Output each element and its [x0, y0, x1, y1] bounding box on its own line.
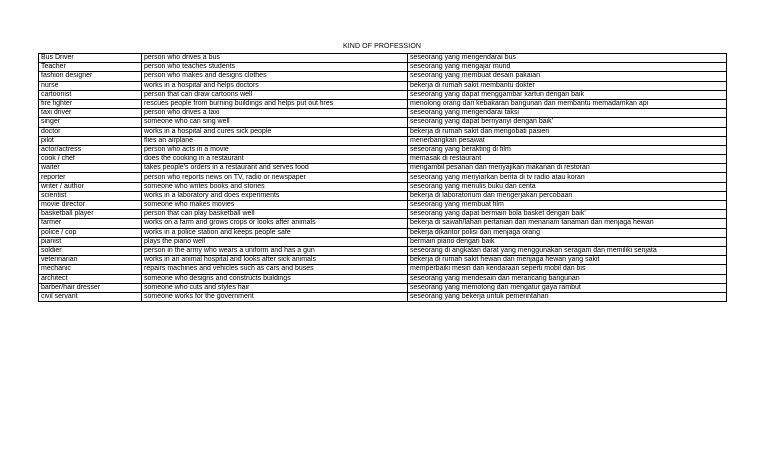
table-row	[39, 191, 727, 200]
table-row	[39, 109, 727, 118]
cell-profession[interactable]: taxi driver	[39, 109, 142, 118]
cell-description[interactable]: person who acts in a movie	[142, 145, 408, 154]
cell-translation[interactable]: seseorang yang mengajar murid	[408, 63, 727, 72]
cell-description[interactable]: someone who designs and constructs buildings	[142, 274, 408, 283]
table-row	[39, 237, 727, 246]
cell-profession[interactable]: Teacher	[39, 63, 142, 72]
cell-translation[interactable]: seseorang yang berakting di film	[408, 145, 727, 154]
cell-description[interactable]: flies an airplane	[142, 136, 408, 145]
sheet-title: KIND OF PROFESSION	[342, 43, 422, 50]
cell-translation[interactable]: bekerja di rumah sakit membantu dokter	[408, 81, 727, 90]
cell-profession[interactable]: farmer	[39, 219, 142, 228]
table-row	[39, 265, 727, 274]
cell-translation[interactable]: seseorang yang mengendarai taksi	[408, 109, 727, 118]
cell-description[interactable]: does the cooking in a restaurant	[142, 155, 408, 164]
cell-profession[interactable]: cook / chef	[39, 155, 142, 164]
table-row	[39, 201, 727, 210]
cell-profession[interactable]: nurse	[39, 81, 142, 90]
table-row	[39, 274, 727, 283]
cell-description[interactable]: takes people's orders in a restaurant and serves food	[142, 164, 408, 173]
cell-description[interactable]: person who makes and designs clothes	[142, 72, 408, 81]
cell-profession[interactable]: fire fighter	[39, 99, 142, 108]
table-row	[39, 256, 727, 265]
cell-translation[interactable]: seseorang yang menulis buku dan cerita	[408, 182, 727, 191]
cell-description[interactable]: someone who writes books and stories	[142, 182, 408, 191]
profession-table	[38, 53, 727, 302]
cell-description[interactable]: works in a police station and keeps people safe	[142, 228, 408, 237]
cell-translation[interactable]: mengambil pesanan dan menyajikan makanan di restoran	[408, 164, 727, 173]
cell-profession[interactable]: singer	[39, 118, 142, 127]
cell-description[interactable]: person who drives a taxi	[142, 109, 408, 118]
table-row	[39, 219, 727, 228]
cell-description[interactable]: someone who makes movies	[142, 201, 408, 210]
cell-translation[interactable]: bekerja di rumah sakit dan mengobati pasien	[408, 127, 727, 136]
table-row	[39, 72, 727, 81]
table-row	[39, 228, 727, 237]
cell-translation[interactable]: bekerja di rumah sakit hewan dan menjaga hewan yang sakit	[408, 256, 727, 265]
cell-translation[interactable]: seseorang yang dapat menggambar kartun dengan baik	[408, 90, 727, 99]
cell-profession[interactable]: police / cop	[39, 228, 142, 237]
cell-description[interactable]: person that can play basketball well	[142, 210, 408, 219]
table-row	[39, 99, 727, 108]
cell-description[interactable]: person who drives a bus	[142, 54, 408, 63]
cell-description[interactable]: person who teaches students	[142, 63, 408, 72]
cell-translation[interactable]: memperbaiki mesin dan kendaraan seperti mobil dan bis	[408, 265, 727, 274]
cell-profession[interactable]: soldier	[39, 246, 142, 255]
table-row	[39, 63, 727, 72]
cell-description[interactable]: person who reports news on TV, radio or newspaper	[142, 173, 408, 182]
cell-description[interactable]: works in a hospital and helps doctors	[142, 81, 408, 90]
cell-translation[interactable]: seseorang yang menyiarkan berita di tv radio atau koran	[408, 173, 727, 182]
cell-description[interactable]: plays the piano well	[142, 237, 408, 246]
cell-profession[interactable]: civil servant	[39, 292, 142, 301]
cell-description[interactable]: works in a laboratory and does experiments	[142, 191, 408, 200]
table-row	[39, 145, 727, 154]
cell-description[interactable]: someone works for the government	[142, 292, 408, 301]
cell-description[interactable]: works on a farm and grows crops or looks after animals	[142, 219, 408, 228]
cell-profession[interactable]: barber/hair dresser	[39, 283, 142, 292]
table-row	[39, 155, 727, 164]
cell-description[interactable]: someone who can sing well	[142, 118, 408, 127]
cell-profession[interactable]: movie director	[39, 201, 142, 210]
cell-profession[interactable]: scientist	[39, 191, 142, 200]
cell-translation[interactable]: seseorang yang memotong dan mengatur gaya rambut	[408, 283, 727, 292]
cell-description[interactable]: rescues people from burning buildings and helps put out fires	[142, 99, 408, 108]
table-row	[39, 283, 727, 292]
cell-profession[interactable]: reporter	[39, 173, 142, 182]
cell-translation[interactable]: bekerja di laboratorium dan mengerjakan percobaan	[408, 191, 727, 200]
cell-description[interactable]: works in a hospital and cures sick people	[142, 127, 408, 136]
table-row	[39, 127, 727, 136]
cell-profession[interactable]: pianist	[39, 237, 142, 246]
cell-profession[interactable]: actor/actress	[39, 145, 142, 154]
table-row	[39, 164, 727, 173]
cell-profession[interactable]: basketball player	[39, 210, 142, 219]
cell-profession[interactable]: writer / author	[39, 182, 142, 191]
table-row	[39, 118, 727, 127]
cell-translation[interactable]: bekerja di sawah/lahan pertanian dan menanam tanaman dan menjaga hewan	[408, 219, 727, 228]
cell-translation[interactable]: memasak di restaurant	[408, 155, 727, 164]
cell-profession[interactable]: veterinarian	[39, 256, 142, 265]
cell-profession[interactable]: cartoonist	[39, 90, 142, 99]
table-row	[39, 182, 727, 191]
cell-translation[interactable]: menerbangkan pesawat	[408, 136, 727, 145]
table-row	[39, 81, 727, 90]
cell-translation[interactable]: menolong orang dari kebakaran bangunan dan membantu memadamkan api	[408, 99, 727, 108]
cell-translation[interactable]: bekerja dikantor polisi dan menjaga orang	[408, 228, 727, 237]
cell-translation[interactable]: seseorang di angkatan darat yang menggunakan seragam dan memiliki senjata	[408, 246, 727, 255]
table-row	[39, 173, 727, 182]
cell-profession[interactable]: fashion designer	[39, 72, 142, 81]
cell-translation[interactable]: seseorang yang membuat desain pakaian	[408, 72, 727, 81]
cell-profession[interactable]: Bus Driver	[39, 54, 142, 63]
cell-translation[interactable]: seseorang yang bekerja untuk pemerintahan	[408, 292, 727, 301]
cell-profession[interactable]: waiter	[39, 164, 142, 173]
cell-translation[interactable]: seseorang yang dapat bernyanyi dengan baik'	[408, 118, 727, 127]
cell-translation[interactable]: seseorang yang mendesain dan merancang bangunan	[408, 274, 727, 283]
cell-description[interactable]: person in the army who wears a uniform and has a gun	[142, 246, 408, 255]
table-row	[39, 246, 727, 255]
cell-description[interactable]: repairs machines and vehicles such as cars and buses	[142, 265, 408, 274]
table-row	[39, 136, 727, 145]
cell-description[interactable]: person that can draw cartoons well	[142, 90, 408, 99]
cell-description[interactable]: someone who cuts and styles hair	[142, 283, 408, 292]
table-row	[39, 54, 727, 63]
table-body	[39, 54, 727, 302]
table-row	[39, 210, 727, 219]
cell-profession[interactable]: mechanic	[39, 265, 142, 274]
cell-translation[interactable]: seseorang yang membuat film	[408, 201, 727, 210]
cell-translation[interactable]: seseorang yang mengendarai bus	[408, 54, 727, 63]
cell-profession[interactable]: pilot	[39, 136, 142, 145]
cell-profession[interactable]: architect	[39, 274, 142, 283]
cell-profession[interactable]: doctor	[39, 127, 142, 136]
cell-translation[interactable]: bermain piano dengan baik	[408, 237, 727, 246]
table-row	[39, 90, 727, 99]
cell-translation[interactable]: seseorang yang dapat bermain bola basket dengan baik'	[408, 210, 727, 219]
cell-description[interactable]: works in an animal hospital and looks after sick animals	[142, 256, 408, 265]
table-row	[39, 292, 727, 301]
